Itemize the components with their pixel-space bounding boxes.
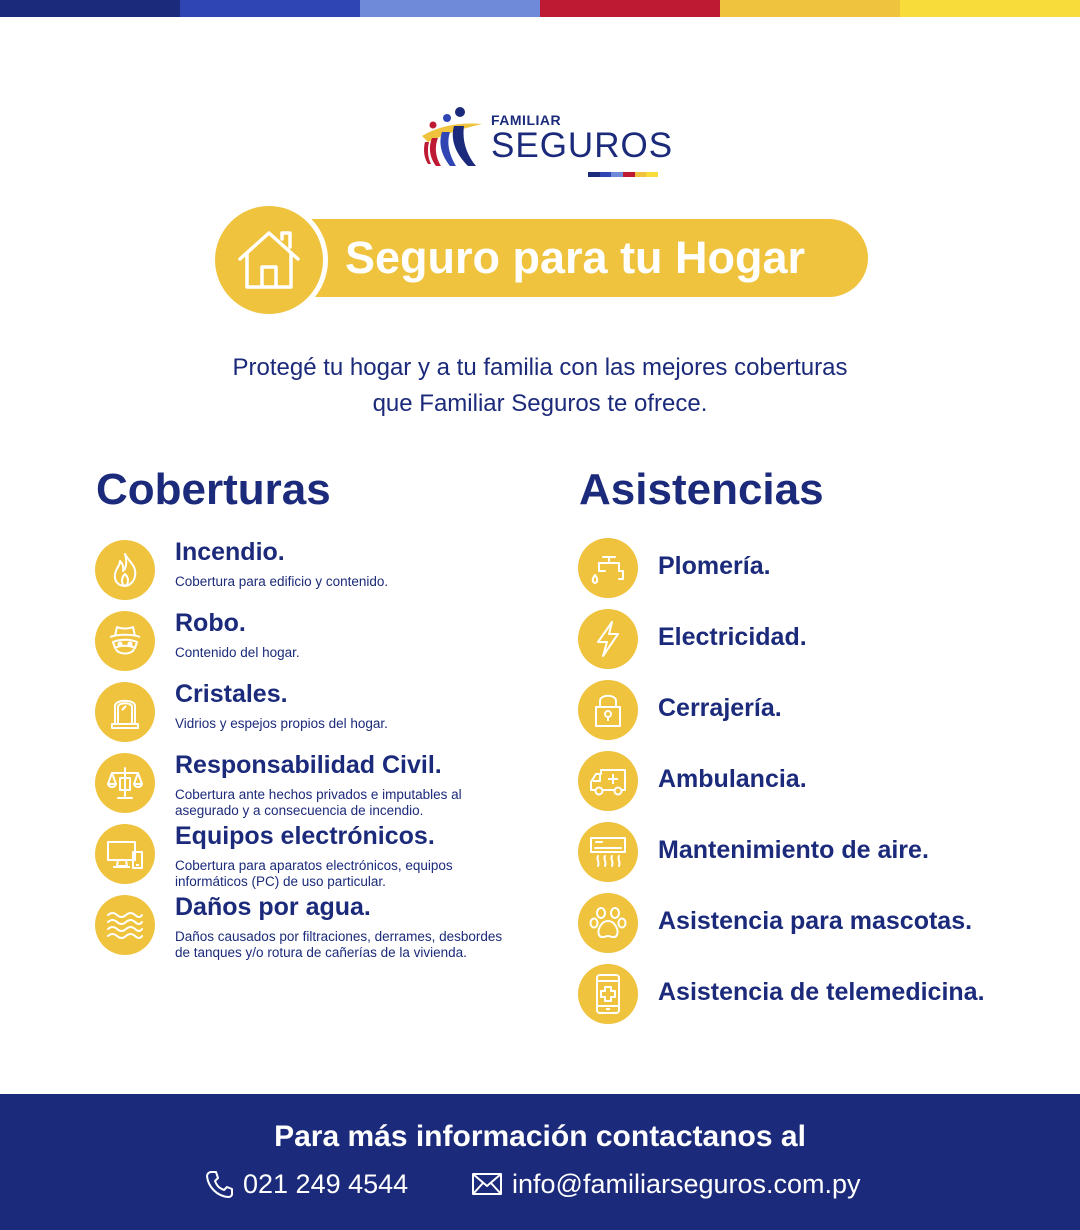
asistencias-heading: Asistencias [579, 465, 824, 514]
coverage-icon-circle [95, 611, 155, 671]
coberturas-heading: Coberturas [96, 465, 331, 514]
phone-icon [205, 1170, 233, 1198]
coverage-description: Contenido del hogar. [175, 645, 300, 660]
coverage-icon-circle [95, 682, 155, 742]
title-icon-circle [215, 206, 323, 314]
assistance-icon-circle [578, 609, 638, 669]
email-address[interactable]: info@familiarseguros.com.py [512, 1168, 861, 1199]
faucet-icon [589, 549, 627, 587]
coverage-icon-circle [95, 540, 155, 600]
scales-icon [106, 764, 144, 802]
coverage-title: Cristales. [175, 680, 288, 708]
logo-familiar-text: FAMILIAR [491, 112, 562, 128]
logo-seguros-text: SEGUROS [491, 126, 674, 165]
phone-contact[interactable] [205, 1166, 408, 1202]
assistance-icon-circle [578, 538, 638, 598]
coverage-title: Daños por agua. [175, 893, 371, 921]
ambulance-icon [587, 764, 629, 798]
coverage-icon-circle [95, 895, 155, 955]
footer-title: Para más información contactanos al [274, 1120, 806, 1153]
logo-color-strip [588, 172, 658, 177]
coverage-title: Equipos electrónicos. [175, 822, 435, 850]
assistance-title: Plomería. [658, 552, 771, 580]
fire-icon [107, 552, 143, 588]
page-title: Seguro para tu Hogar [345, 232, 806, 283]
coverage-title: Robo. [175, 609, 246, 637]
familiar-seguros-logo [420, 102, 674, 182]
coverage-description: Daños causados por filtraciones, derrames, desbordes de tanques y/o rotura de cañerías de la vivienda. [175, 929, 503, 960]
coverage-description: Vidrios y espejos propios del hogar. [175, 716, 388, 731]
intro-line-1: Protegé tu hogar y a tu familia con las mejores coberturas [232, 354, 848, 381]
coverage-icon-circle [95, 824, 155, 884]
water-icon [106, 908, 144, 942]
assistance-icon-circle [578, 751, 638, 811]
family-logo-icon [420, 104, 486, 168]
paw-icon [589, 904, 627, 942]
assistance-title: Asistencia para mascotas. [658, 907, 973, 935]
intro-line-2: que Familiar Seguros te ofrece. [372, 390, 708, 417]
thief-icon [106, 622, 144, 660]
computer-icon [105, 836, 145, 872]
email-contact[interactable] [472, 1166, 861, 1202]
coverage-title: Responsabilidad Civil. [175, 751, 442, 779]
air-conditioner-icon [588, 834, 628, 870]
coverage-description: Cobertura para aparatos electrónicos, equipos informáticos (PC) de uso particular. [175, 858, 453, 889]
coverage-description: Cobertura para edificio y contenido. [175, 574, 389, 589]
assistance-title: Asistencia de telemedicina. [658, 978, 985, 1006]
assistance-icon-circle [578, 822, 638, 882]
assistance-title: Cerrajería. [658, 694, 782, 722]
padlock-icon [591, 691, 625, 729]
assistance-icon-circle [578, 680, 638, 740]
coverage-icon-circle [95, 753, 155, 813]
house-icon [236, 227, 302, 293]
assistance-title: Ambulancia. [658, 765, 807, 793]
top-color-stripe [0, 0, 1080, 17]
coverage-description: Cobertura ante hechos privados e imputables al asegurado y a consecuencia de incendio. [175, 787, 462, 818]
assistance-icon-circle [578, 893, 638, 953]
assistance-icon-circle [578, 964, 638, 1024]
contact-footer [0, 1094, 1080, 1230]
telemedicine-icon [592, 973, 624, 1015]
lightning-icon [591, 620, 625, 658]
assistance-title: Electricidad. [658, 623, 807, 651]
intro-text [140, 350, 940, 422]
phone-number[interactable]: 021 249 4544 [243, 1168, 409, 1199]
envelope-icon [472, 1173, 502, 1195]
assistance-title: Mantenimiento de aire. [658, 836, 929, 864]
mirror-icon [107, 694, 143, 730]
coverage-title: Incendio. [175, 538, 285, 566]
